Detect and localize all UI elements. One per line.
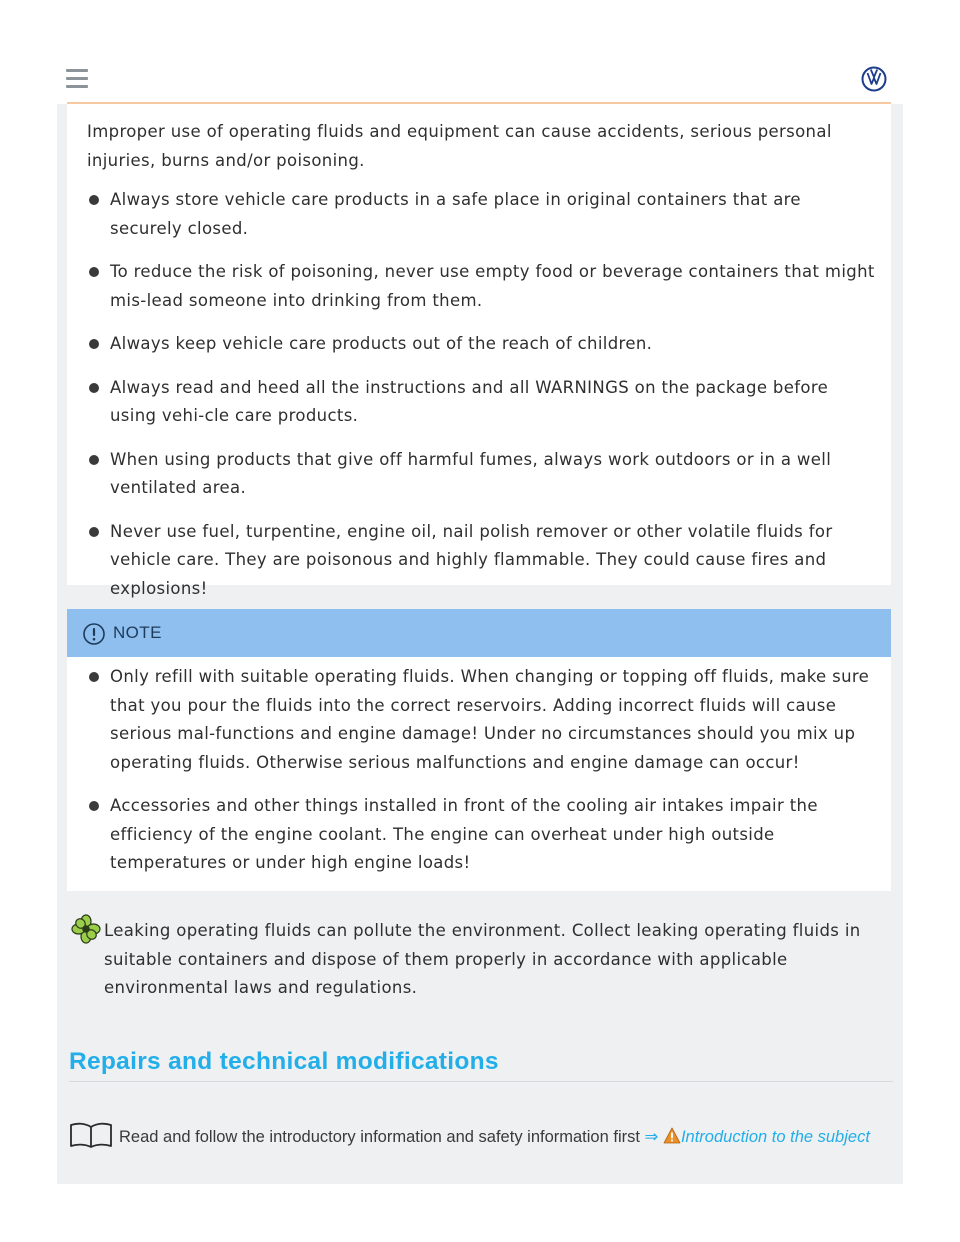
- intro-instruction: [69, 1122, 884, 1151]
- section-title: Repairs and technical modifications: [69, 1048, 499, 1075]
- note-box: [67, 609, 891, 891]
- warning-box: [67, 104, 891, 598]
- note-header: [67, 609, 891, 657]
- environment-note: Leaking operating fluids can pollute the environment. Collect leaking operating fluids in suitable containers and dispose of them properly in accordance with applicable environmental laws and regulations.: [104, 921, 861, 997]
- vw-logo-icon[interactable]: [861, 66, 887, 92]
- list-item: Always read and heed all the instructions and all WARNINGS on the package before using vehi-cle care products.: [87, 374, 877, 431]
- warning-intro: Improper use of operating fluids and equipment can cause accidents, serious personal injuries, burns and/or poisoning.: [87, 122, 832, 170]
- section-divider: [69, 1081, 893, 1082]
- warning-triangle-icon: [663, 1127, 681, 1144]
- note-bullet-list: [87, 663, 877, 893]
- open-book-icon: [69, 1122, 113, 1148]
- hamburger-menu-icon[interactable]: [66, 69, 92, 91]
- content-area: [57, 104, 903, 1184]
- list-item: When using products that give off harmful fumes, always work outdoors or in a well ventilated area.: [87, 446, 877, 503]
- warning-bullet-list: [87, 186, 877, 618]
- note-title: NOTE: [113, 623, 162, 642]
- list-item: Never use fuel, turpentine, engine oil, nail polish remover or other volatile fluids for vehicle care. They are poisonous and highly flammable. They could cause fires and explosions!: [87, 518, 877, 604]
- environment-flower-icon: [71, 914, 101, 944]
- intro-text: Read and follow the introductory information and safety information first: [119, 1128, 640, 1146]
- list-item: Always keep vehicle care products out of the reach of children.: [87, 330, 877, 359]
- list-item: Only refill with suitable operating fluids. When changing or topping off fluids, make sure that you pour the fluids into the correct reservoirs. Adding incorrect fluids will cause serious mal-functions and engine damage! Under no circumstances should you mix up operating fluids. Otherwise serious malfunctions and engine damage can occur!: [87, 663, 877, 777]
- exclamation-circle-icon: [82, 622, 106, 646]
- arrow-glyph: ⇒: [644, 1128, 659, 1146]
- introduction-link[interactable]: Introduction to the subject: [680, 1128, 870, 1146]
- list-item: Always store vehicle care products in a safe place in original containers that are securely closed.: [87, 186, 877, 243]
- list-item: To reduce the risk of poisoning, never use empty food or beverage containers that might mis-lead someone into drinking from them.: [87, 258, 877, 315]
- list-item: Accessories and other things installed in front of the cooling air intakes impair the efficiency of the engine coolant. The engine can overheat under high outside temperatures or under high engine loads!: [87, 792, 877, 878]
- top-bar: [57, 56, 903, 104]
